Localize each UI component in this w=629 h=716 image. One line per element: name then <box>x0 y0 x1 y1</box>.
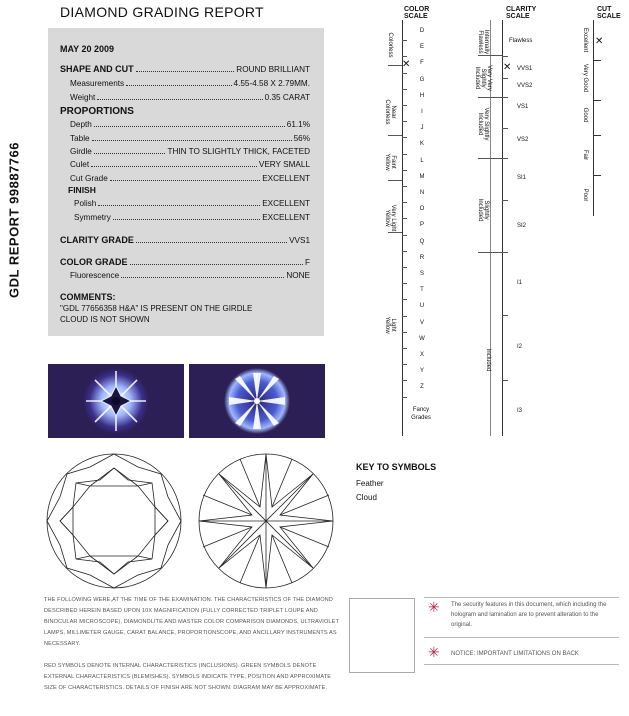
clarity-i3: I3 <box>517 408 523 414</box>
clarity-group-tick <box>478 55 502 56</box>
color-tick <box>402 40 407 41</box>
star-icon: ✳ <box>428 644 440 660</box>
color-tick <box>402 202 407 203</box>
cut-good: Good <box>582 107 588 123</box>
clarity-vs1: VS1 <box>517 104 529 110</box>
pavilion-diagram <box>196 452 336 595</box>
clarity-group-internally-flawless: Internally Flawless <box>477 29 489 55</box>
color-grade-row: COLOR GRADE F <box>60 257 310 267</box>
clarity-si1: SI1 <box>517 175 527 181</box>
color-tick <box>402 218 407 219</box>
cut-mark-icon: ✕ <box>595 36 604 47</box>
comments-heading: COMMENTS: <box>60 292 116 302</box>
diamond-photo-pavilion-view <box>189 364 325 438</box>
cut-tick <box>593 100 601 101</box>
color-tick <box>402 299 407 300</box>
color-group-tick <box>388 65 402 66</box>
comment-line-2: CLOUD IS NOT SHOWN <box>60 315 150 324</box>
disclaimer-paragraph-1: THE FOLLOWING WERE,AT THE TIME OF THE EXAMINATION. THE CHARACTERISTICS OF THE DIAMOND DESCRIBED HEREIN BASED UPON 10X MAGNIFICATION (FULLY CORRECTED TRIPLET LOUPE AND BINOCULAR MICROSCOPE), DIAMONDLITE AND MASTER COLOR COMPARISON DIAMONDS, ULTRAVIOLET LAMPS, MILLIMETER GAUGE, CARAT BALANCE, PROPORTIONSCOPE, AND ANCILLARY INSTRUMENTS AS NECESSARY. <box>44 597 339 647</box>
cut-tick <box>593 135 601 136</box>
cut-tick <box>593 60 601 61</box>
color-letter-w: W <box>419 335 425 342</box>
color-letter-l: L <box>420 157 424 164</box>
color-letter-o: O <box>419 206 425 213</box>
color-group-faint-yellow: Faint Yellow <box>384 153 396 171</box>
hologram-box <box>349 598 415 673</box>
security-note: The security features in this document, which including the hologram and lamination are to prevent alteration to the original. <box>451 602 607 628</box>
color-letter-u: U <box>419 303 425 310</box>
report-date: MAY 20 2009 <box>60 44 115 54</box>
clarity-tick <box>502 97 508 98</box>
divider <box>424 597 619 598</box>
color-tick <box>402 380 407 381</box>
color-letter-q: Q <box>419 238 425 245</box>
color-letter-d: D <box>419 28 425 34</box>
cut-poor: Poor <box>582 188 588 202</box>
color-tick <box>402 186 407 187</box>
color-letter-t: T <box>420 287 424 294</box>
comment-line-1: "GDL 77656358 H&A" IS PRESENT ON THE GIRDLE <box>60 304 253 313</box>
color-letter-n: N <box>419 190 425 196</box>
key-item-cloud: Cloud <box>356 493 377 502</box>
cut-very-good: Very Good <box>582 63 588 93</box>
proportions-heading: PROPORTIONS <box>60 106 134 117</box>
color-group-light-yellow: Light Yellow <box>384 316 396 334</box>
clarity-tick <box>502 380 508 381</box>
clarity-tick <box>502 252 508 253</box>
cut-fair: Fair <box>582 149 588 161</box>
key-item-feather: Feather <box>356 479 384 488</box>
clarity-si2: SI2 <box>517 223 527 229</box>
color-letter-e: E <box>419 44 424 51</box>
clarity-i2: I2 <box>517 344 523 350</box>
measurements-row: Measurements 4.55-4.58 X 2.79MM. <box>70 79 310 88</box>
star-icon: ✳ <box>428 599 440 615</box>
clarity-vs2: VS2 <box>517 137 529 143</box>
polish-row: Polish EXCELLENT <box>74 199 310 208</box>
clarity-tick <box>502 315 508 316</box>
color-tick <box>402 137 407 138</box>
clarity-vvs2: VVS2 <box>517 83 533 89</box>
color-mark-icon: ✕ <box>402 59 411 70</box>
color-scale-letters <box>402 20 442 440</box>
depth-row: Depth 61.1% <box>70 120 310 129</box>
color-tick <box>402 332 407 333</box>
clarity-tick <box>502 78 508 79</box>
color-letter-i: I <box>421 109 423 115</box>
color-tick <box>402 235 407 236</box>
color-group-tick <box>388 135 402 136</box>
clarity-grade-row: CLARITY GRADE VVS1 <box>60 235 310 245</box>
color-tick <box>402 73 407 74</box>
color-tick <box>402 56 407 57</box>
color-letter-m: M <box>419 173 425 180</box>
cut-scale-axis <box>593 20 594 216</box>
clarity-group-tick <box>478 97 502 98</box>
color-tick <box>402 251 407 252</box>
crown-diagram <box>44 452 184 595</box>
cut-grade-row: Cut Grade EXCELLENT <box>70 174 310 183</box>
color-letter-z: Z <box>420 384 424 391</box>
color-letter-f: F <box>420 60 424 67</box>
color-tick <box>402 105 407 106</box>
color-group-colorless: Colorless <box>387 32 393 58</box>
grading-panel <box>48 28 324 336</box>
clarity-tick <box>502 128 508 129</box>
color-group-tick <box>388 180 402 181</box>
divider <box>424 637 619 638</box>
clarity-group-tick <box>478 252 502 253</box>
finish-heading: FINISH <box>68 185 96 195</box>
color-letter-r: R <box>419 254 425 261</box>
shape-cut-row: SHAPE AND CUT ROUND BRILLIANT <box>60 64 310 74</box>
color-fancy-grades: Fancy Grades <box>411 407 431 421</box>
clarity-group-included: Included <box>485 348 491 372</box>
clarity-scale-axis <box>502 20 503 436</box>
cut-excellent: Excellent <box>582 27 588 53</box>
disclaimer-paragraph-2: RED SYMBOLS DENOTE INTERNAL CHARACTERISTICS (INCLUSIONS). GREEN SYMBOLS DENOTE EXTERNAL CHARACTERISTICS (BLEMISHES). SYMBOLS INDICATE TYPE, POSITION AND APPROXIMATE SIZE OF CHARACTERISTICS. DETAILS OF FINISH ARE NOT SHOWN. DIAGRAM MAY BE APPROXIMATE. <box>44 663 332 691</box>
color-letter-v: V <box>419 319 424 326</box>
color-tick <box>402 89 407 90</box>
color-tick <box>402 267 407 268</box>
color-tick <box>402 154 407 155</box>
report-id-text: GDL REPORT 99887766 <box>6 142 22 298</box>
report-id <box>2 120 26 320</box>
color-letter-g: G <box>419 76 425 83</box>
clarity-mark-icon: ✕ <box>503 62 512 73</box>
color-letter-x: X <box>419 352 424 358</box>
color-tick <box>402 397 407 398</box>
color-tick <box>402 170 407 171</box>
color-tick <box>402 121 407 122</box>
girdle-row: Girdle THIN TO SLIGHTLY THICK, FACETED <box>70 147 310 156</box>
color-letter-y: Y <box>419 368 424 375</box>
color-letter-s: S <box>419 271 424 277</box>
clarity-flawless: Flawless <box>509 38 533 44</box>
clarity-group-si: Slightly Included <box>477 198 489 222</box>
color-group-very-light-yellow: Very Light Yellow <box>384 204 396 232</box>
color-letter-p: P <box>419 222 424 229</box>
color-group-near-colorless: Near Colorless <box>384 99 396 125</box>
color-letter-k: K <box>419 141 424 148</box>
clarity-tick <box>502 158 508 159</box>
clarity-i1: I1 <box>517 280 523 286</box>
clarity-vvs1: VVS1 <box>517 66 533 72</box>
color-letter-h: H <box>419 92 425 99</box>
weight-row: Weight 0.35 CARAT <box>70 93 310 102</box>
clarity-scale-heading: CLARITY SCALE <box>506 6 537 20</box>
diamond-photo-top-view <box>48 364 184 438</box>
report-title: DIAMOND GRADING REPORT <box>60 4 264 20</box>
table-row: Table 56% <box>70 134 310 143</box>
color-scale-heading: COLOR SCALE <box>404 6 430 20</box>
color-letter-j: J <box>420 125 424 132</box>
notice-text: NOTICE: IMPORTANT LIMITATIONS ON BACK <box>451 651 579 657</box>
fluorescence-row: Fluorescence NONE <box>70 271 310 280</box>
key-to-symbols-heading: KEY TO SYMBOLS <box>356 462 437 472</box>
clarity-group-vsi: Very Slightly Included <box>477 107 489 141</box>
clarity-tick <box>502 56 508 57</box>
culet-row: Culet VERY SMALL <box>70 160 310 169</box>
color-tick <box>402 316 407 317</box>
clarity-tick <box>502 200 508 201</box>
cut-tick <box>593 175 601 176</box>
cut-scale-heading: CUT SCALE <box>597 6 621 20</box>
color-tick <box>402 364 407 365</box>
color-tick <box>402 348 407 349</box>
color-tick <box>402 283 407 284</box>
divider <box>424 664 619 665</box>
clarity-group-vvsi: Very Very Slightly Included <box>474 65 492 91</box>
clarity-group-tick <box>478 158 502 159</box>
symmetry-row: Symmetry EXCELLENT <box>74 213 310 222</box>
